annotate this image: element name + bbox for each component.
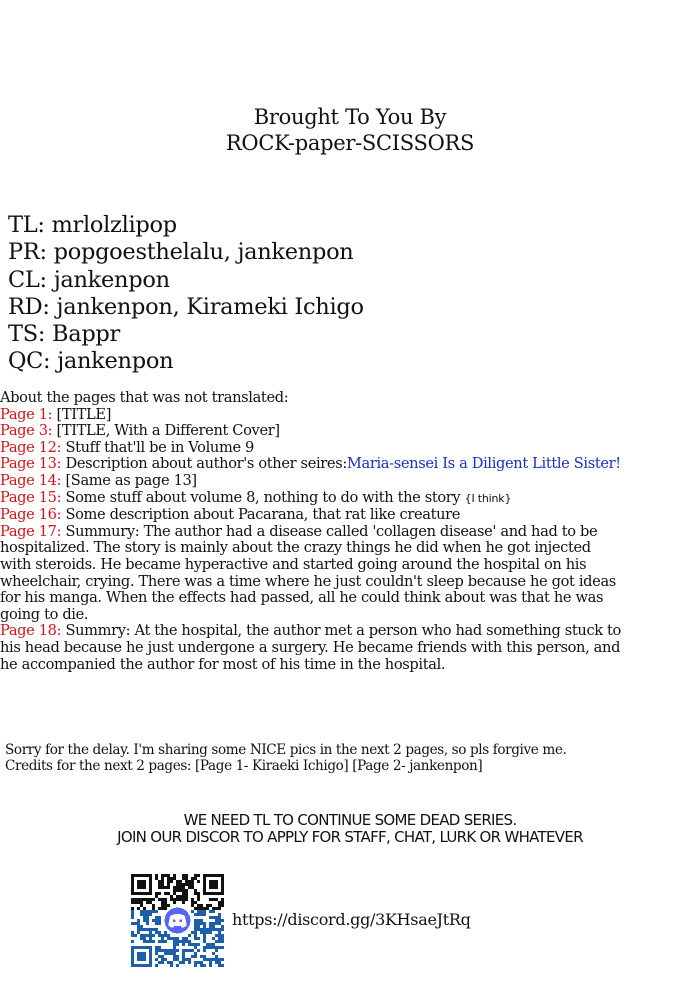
page-note: Stuff that'll be in Volume 9 xyxy=(65,438,254,456)
page-label: Page 16: xyxy=(0,506,62,524)
credit-names: popgoesthelalu, jankenpon xyxy=(53,239,354,266)
note-line: for his manga. When the effects had passed, all he could think about was that he was xyxy=(0,589,604,607)
note-page-13 xyxy=(0,456,700,473)
note-page-17 xyxy=(0,524,700,624)
credit-row-rd xyxy=(8,294,364,321)
credit-role: TL: xyxy=(8,212,45,238)
credit-row-cl xyxy=(8,267,364,294)
credit-role: QC: xyxy=(8,348,51,375)
note-line: with steroids. He became hyperactive and started going around the hospital on his xyxy=(0,555,587,573)
qr-finder-pattern xyxy=(205,876,223,894)
page-label: Page 15: xyxy=(0,488,62,506)
series-title-link: Maria-sensei Is a Diligent Little Sister! xyxy=(346,455,621,473)
apology-line: Sorry for the delay. I'm sharing some NICE pics in the next 2 pages, so pls forgive me. xyxy=(5,742,567,758)
credit-row-ts xyxy=(8,321,364,348)
page-note: Some stuff about volume 8, nothing to do with the story xyxy=(65,488,461,506)
note-line xyxy=(0,623,700,640)
discord-logo-icon xyxy=(164,907,192,935)
untranslated-pages-notes xyxy=(0,390,700,673)
credit-row-tl xyxy=(8,212,364,239)
credit-names: jankenpon, Kirameki Ichigo xyxy=(56,293,364,320)
recruit-line-2: JOIN OUR DISCOR TO APPLY FOR STAFF, CHAT, LURK OR WHATEVER xyxy=(117,828,583,846)
page-note: Summry: At the hospital, the author met a person who had something stuck to xyxy=(65,622,621,640)
page-note: [TITLE, With a Different Cover] xyxy=(56,422,280,440)
page-note: Description about author's other seires: xyxy=(65,455,347,473)
next-pages-credits: Credits for the next 2 pages: [Page 1- Kiraeki Ichigo] [Page 2- jankenpon] xyxy=(5,758,483,774)
credit-names: jankenpon xyxy=(53,266,170,293)
qr-finder-pattern xyxy=(133,876,151,894)
page-label: Page 17: xyxy=(0,522,62,540)
note-page-12 xyxy=(0,440,700,457)
page-note: Some description about Pacarana, that rat like creature xyxy=(65,506,461,524)
page-note-aside: {I think} xyxy=(464,491,512,505)
credit-role: PR: xyxy=(8,239,47,266)
recruitment-message xyxy=(0,812,700,846)
qr-code-icon[interactable] xyxy=(131,874,224,967)
header-brought-by: Brought To You By xyxy=(253,105,447,129)
recruit-line-1: WE NEED TL TO CONTINUE SOME DEAD SERIES. xyxy=(183,811,517,829)
credit-role: CL: xyxy=(8,266,47,293)
note-line: wheelchair, crying. There was a time where he just couldn't sleep because he got ideas xyxy=(0,572,616,590)
credit-row-qc xyxy=(8,348,364,375)
discord-invite-link[interactable]: https://discord.gg/3KHsaeJtRq xyxy=(232,910,471,929)
page-label: Page 3: xyxy=(0,422,53,440)
page-label: Page 14: xyxy=(0,471,62,489)
apology-note xyxy=(5,742,566,774)
page-note: [TITLE] xyxy=(56,405,112,423)
credit-role: TS: xyxy=(8,321,46,348)
note-line xyxy=(0,524,700,541)
staff-credits xyxy=(8,212,364,376)
qr-finder-pattern xyxy=(133,948,151,966)
page-label: Page 13: xyxy=(0,455,62,473)
note-line: he accompanied the author for most of his time in the hospital. xyxy=(0,655,446,673)
note-line: hospitalized. The story is mainly about the crazy things he did when he got injected xyxy=(0,539,591,557)
page-label: Page 12: xyxy=(0,438,62,456)
note-page-14 xyxy=(0,473,700,490)
credit-names: mrlolzlipop xyxy=(51,212,177,238)
note-page-16 xyxy=(0,507,700,524)
header-group-name: ROCK-paper-SCISSORS xyxy=(225,131,475,155)
page-label: Page 18: xyxy=(0,622,62,640)
credit-role: RD: xyxy=(8,293,50,320)
note-page-15 xyxy=(0,490,700,508)
note-line: his head because he just undergone a surgery. He became friends with this person, and xyxy=(0,638,621,656)
note-page-1 xyxy=(0,407,700,424)
page-label: Page 1: xyxy=(0,405,53,423)
credit-names: jankenpon xyxy=(57,348,174,375)
note-page-3 xyxy=(0,423,700,440)
note-line: going to die. xyxy=(0,605,89,623)
credit-names: Bappr xyxy=(51,321,120,348)
scanlation-header xyxy=(0,104,700,156)
page-note: Summury: The author had a disease called 'collagen disease' and had to be xyxy=(65,522,598,540)
page-note: [Same as page 13] xyxy=(65,471,197,489)
note-page-18 xyxy=(0,623,700,673)
notes-intro: About the pages that was not translated: xyxy=(0,389,289,406)
credit-row-pr xyxy=(8,239,364,266)
